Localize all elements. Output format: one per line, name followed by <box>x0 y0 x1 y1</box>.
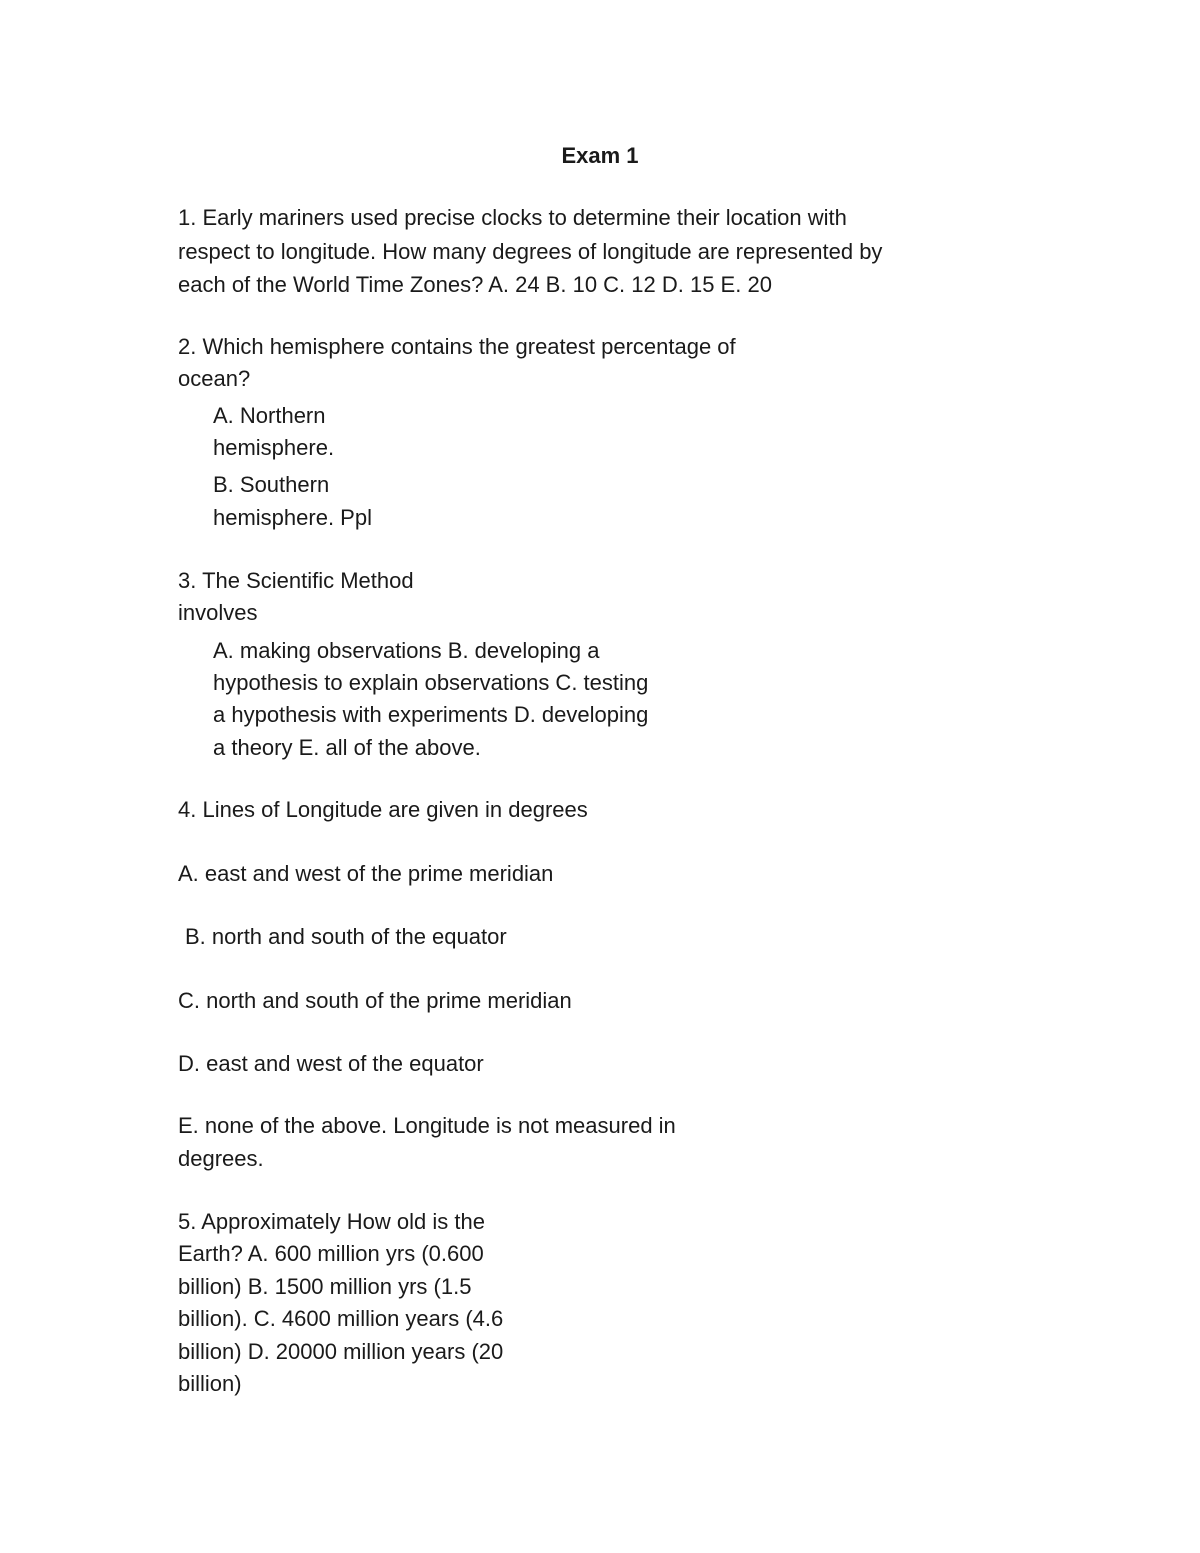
question-4-option-b: B. north and south of the equator <box>185 924 507 949</box>
question-3-option: A. making observations B. developing a <box>213 638 600 663</box>
question-1-line: each of the World Time Zones? A. 24 B. 10 C. 12 D. 15 E. 20 <box>178 272 772 297</box>
question-3-option: a theory E. all of the above. <box>213 735 481 760</box>
question-4-option-e: degrees. <box>178 1146 264 1171</box>
question-1-line: respect to longitude. How many degrees of longitude are represented by <box>178 239 883 264</box>
question-2-line: ocean? <box>178 366 251 391</box>
question-5-line: billion). C. 4600 million years (4.6 <box>178 1306 504 1331</box>
question-5-line: Earth? A. 600 million yrs (0.600 <box>178 1241 484 1266</box>
question-2-option: A. Northern <box>213 403 326 428</box>
question-2-option: hemisphere. Ppl <box>213 505 372 530</box>
question-4-option-d: D. east and west of the equator <box>178 1051 484 1076</box>
question-4-line: 4. Lines of Longitude are given in degrees <box>178 797 588 822</box>
question-4-option-a: A. east and west of the prime meridian <box>178 861 554 886</box>
question-3-option: a hypothesis with experiments D. developing <box>213 702 649 727</box>
question-5-line: billion) <box>178 1371 242 1396</box>
question-2-option: hemisphere. <box>213 435 335 460</box>
question-5-line: billion) B. 1500 million yrs (1.5 <box>178 1274 472 1299</box>
question-5-line: 5. Approximately How old is the <box>178 1209 485 1234</box>
question-3-line: 3. The Scientific Method <box>178 568 414 593</box>
question-1-line: 1. Early mariners used precise clocks to determine their location with <box>178 205 847 230</box>
question-4-option-e: E. none of the above. Longitude is not measured in <box>178 1113 676 1138</box>
question-5-line: billion) D. 20000 million years (20 <box>178 1339 504 1364</box>
question-3-option: hypothesis to explain observations C. testing <box>213 670 649 695</box>
page-title: Exam 1 <box>561 143 639 168</box>
question-2-option: B. Southern <box>213 472 330 497</box>
question-4-option-c: C. north and south of the prime meridian <box>178 988 572 1013</box>
question-3-line: involves <box>178 600 258 625</box>
question-2-line: 2. Which hemisphere contains the greatest percentage of <box>178 334 736 359</box>
